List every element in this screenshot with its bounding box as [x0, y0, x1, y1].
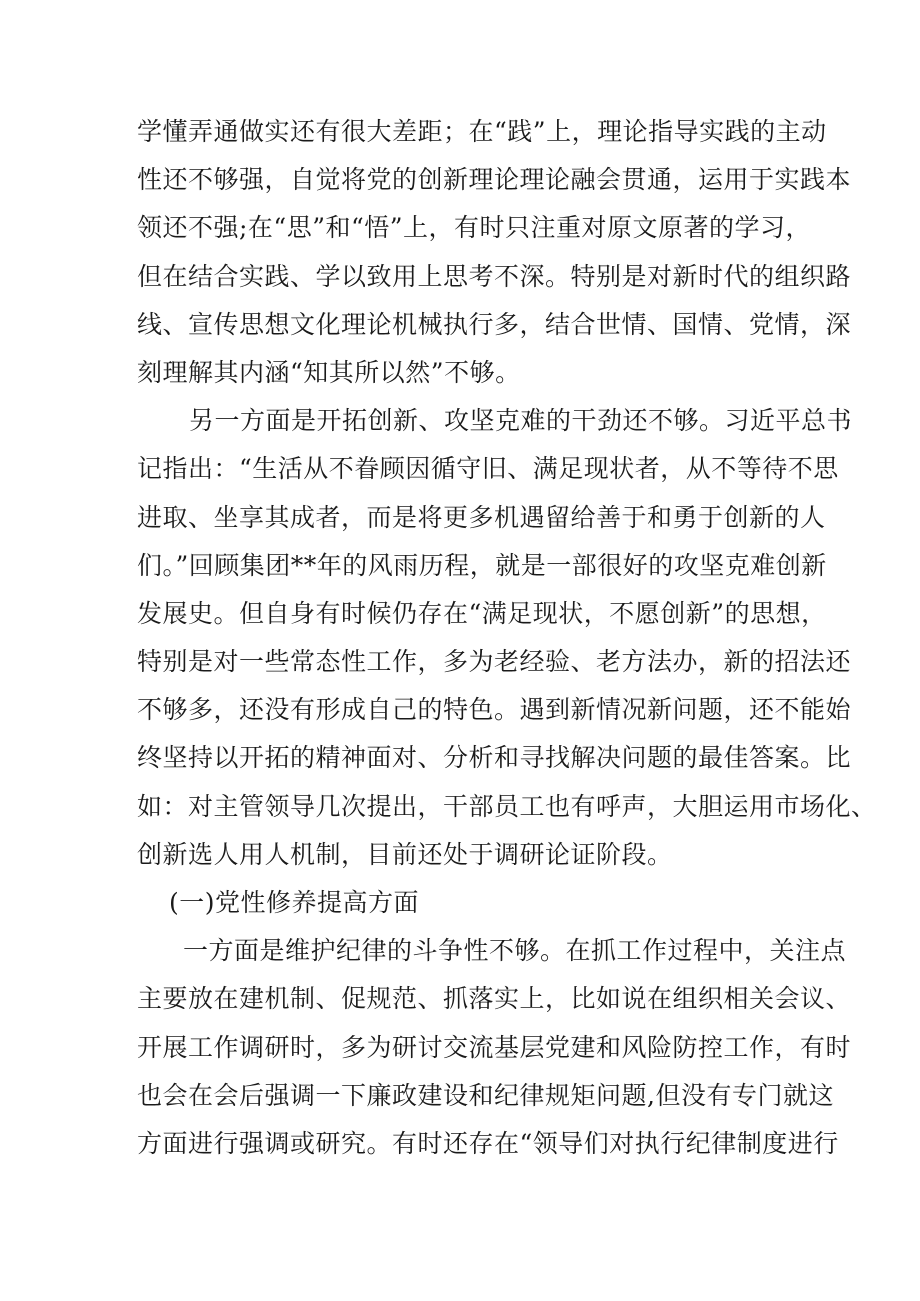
text-line: 记指出：“生活从不眷顾因循守旧、满足现状者，从不等待不思 [137, 454, 839, 484]
text-line: 线、宣传思想文化理论机械执行多，结合世情、国情、党情，深 [137, 309, 852, 339]
text-line: 一方面是维护纪律的斗争性不够。在抓工作过程中，关注点 [183, 936, 847, 966]
text-line: 性还不够强，自觉将党的创新理论理论融会贯通，运用于实践本 [137, 165, 852, 195]
text-line: 主要放在建机制、促规范、抓落实上，比如说在组织相关会议、 [137, 984, 852, 1014]
text-line: 也会在会后强调一下廉政建设和纪律规矩问题,但没有专门就这 [137, 1080, 834, 1110]
section-heading: (一)党性修养提高方面 [169, 888, 420, 917]
text-line: 方面进行强调或研究。有时还存在“领导们对执行纪律制度进行 [137, 1128, 839, 1158]
text-line: 但在结合实践、学以致用上思考不深。特别是对新时代的组织路 [137, 261, 852, 291]
text-line: 不够多，还没有形成自己的特色。遇到新情况新问题，还不能始 [137, 695, 852, 725]
text-line: 开展工作调研时，多为研讨交流基层党建和风险防控工作，有时 [137, 1032, 852, 1062]
text-line: 刻理解其内涵“知其所以然”不够。 [137, 357, 521, 387]
text-line: 们。”回顾集团**年的风雨历程，就是一部很好的攻坚克难创新 [137, 550, 827, 580]
text-line: 终坚持以开拓的精神面对、分析和寻找解决问题的最佳答案。比 [137, 743, 852, 773]
text-line: 领还不强;在“思”和“悟”上，有时只注重对原文原著的学习， [137, 213, 812, 243]
text-line: 发展史。但自身有时候仍存在“满足现状，不愿创新”的思想， [137, 598, 827, 628]
text-line: 进取、坐享其成者，而是将更多机遇留给善于和勇于创新的人 [137, 502, 826, 532]
text-line: 创新选人用人机制，目前还处于调研论证阶段。 [137, 839, 673, 869]
text-line: 学懂弄通做实还有很大差距；在“践”上，理论指导实践的主动 [137, 117, 827, 146]
text-line: 另一方面是开拓创新、攻坚克难的干劲还不够。习近平总书 [189, 406, 853, 436]
document-body [137, 108, 877, 1168]
text-line: 如：对主管领导几次提出，干部员工也有呼声，大胆运用市场化、 [137, 791, 877, 821]
text-line: 特别是对一些常态性工作，多为老经验、老方法办，新的招法还 [137, 647, 852, 677]
